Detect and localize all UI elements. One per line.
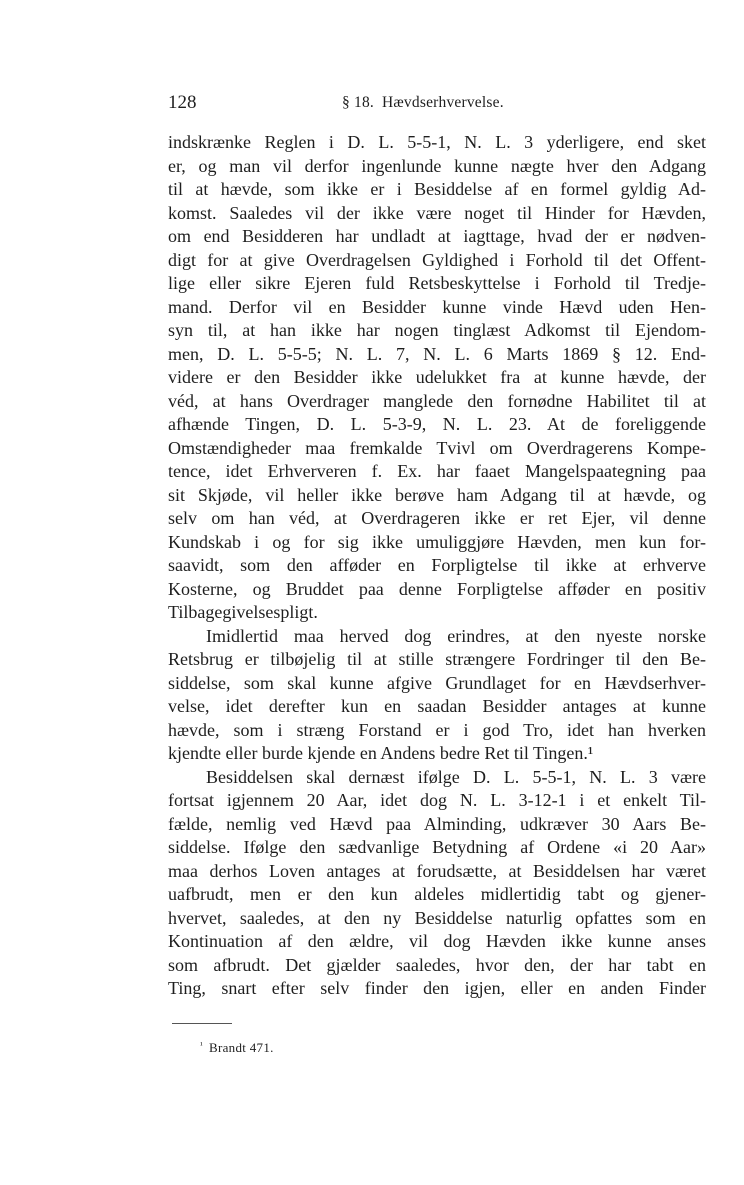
text-line: véd, at hans Overdrager manglede den fornødne Habilitet til at [168,390,706,411]
text-line: velse, idet derefter kun en saadan Besidder antages at kunne [168,696,706,716]
text-line: komst. Saaledes vil der ikke være noget til Hinder for Hævden, [168,202,706,223]
text-line: digt for at give Overdragelsen Gyldighed i Forhold til det Offent- [168,249,706,270]
text-line: lige eller sikre Ejeren fuld Retsbeskyttelse i Forhold til Tredje- [168,273,706,293]
text-line: Omstændigheder maa fremkalde Tvivl om Overdragerens Kompe- [168,437,706,458]
text-line: sit Skjøde, vil heller ikke berøve ham Adgang til at hævde, og [168,484,706,505]
text-line: indskrænke Reglen i D. L. 5-5-1, N. L. 3 yderligere, end sket [168,132,706,152]
text-line: siddelse. Ifølge den sædvanlige Betydning af Ordene «i 20 Aar» [168,837,706,857]
text-line: tence, idet Erhververen f. Ex. har faaet Mangelspaategning paa [168,461,706,481]
text-line: Imidlertid maa herved dog erindres, at den nyeste norske [206,625,706,646]
text-line: Besiddelsen skal dernæst ifølge D. L. 5-5-1, N. L. 3 være [206,766,706,787]
text-line: men, D. L. 5-5-5; N. L. 7, N. L. 6 Marts 1869 § 12. End- [168,343,706,364]
footnote [200,1040,274,1056]
header-title-group [342,94,504,112]
text-line: hævde, som i stræng Forstand er i god Tro, idet han hverken [168,719,706,740]
text-line: afhænde Tingen, D. L. 5-3-9, N. L. 23. At de foreliggende [168,414,706,434]
body-text [168,131,706,1001]
text-line: Kontinuation af den ældre, vil dog Hævden ikke kunne anses [168,931,706,951]
text-line: Tilbagegivelsespligt. [168,602,318,622]
text-line: til at hævde, som ikke er i Besiddelse af en formel gyldig Ad- [168,179,706,199]
text-line: Retsbrug er tilbøjelig til at stille strængere Fordringer til den Be- [168,649,706,669]
text-line: hvervet, saaledes, at den ny Besiddelse naturlig opfattes som en [168,907,706,928]
text-line: fortsat igjennem 20 Aar, idet dog N. L. 3-12-1 i et enkelt Til- [168,790,706,810]
text-line: siddelse, som skal kunne afgive Grundlaget for en Hævdserhver- [168,672,706,693]
footnote-marker: ¹ [200,1040,203,1050]
page-number: 128 [168,92,197,113]
section-number: § 18. [342,94,374,111]
text-line: selv om han véd, at Overdrageren ikke er ret Ejer, vil denne [168,508,706,528]
text-line: kjendte eller burde kjende en Andens bedre Ret til Tingen.¹ [168,743,594,763]
text-line: mand. Derfor vil en Besidder kunne vinde Hævd uden Hen- [168,296,706,317]
text-line: videre er den Besidder ikke udelukket fra at kunne hævde, der [168,367,706,387]
text-line: fælde, nemlig ved Hævd paa Alminding, udkræver 30 Aars Be- [168,813,706,834]
text-line: er, og man vil derfor ingenlunde kunne nægte hver den Adgang [168,155,706,176]
footnote-divider [172,1023,232,1024]
text-line: saavidt, som den afføder en Forpligtelse til ikke at erhverve [168,555,706,575]
text-line: syn til, at han ikke har nogen tinglæst Adkomst til Ejendom- [168,320,706,340]
text-line: som afbrudt. Det gjælder saaledes, hvor den, der har tabt en [168,954,706,975]
text-line: maa derhos Loven antages at forudsætte, at Besiddelsen har været [168,860,706,881]
footnote-text: Brandt 471. [209,1040,274,1055]
section-title: Hævdserhvervelse. [382,94,504,111]
text-line: uafbrudt, men er den kun aldeles midlertidig tabt og gjener- [168,884,706,904]
text-line: Ting, snart efter selv finder den igjen, eller en anden Finder [168,978,706,998]
running-header [168,92,708,122]
text-line: om end Besidderen har undladt at iagttage, hvad der er nødven- [168,226,706,246]
text-line: Kundskab i og for sig ikke umuliggjøre Hævden, men kun for- [168,531,706,552]
text-line: Kosterne, og Bruddet paa denne Forpligtelse afføder en positiv [168,578,706,599]
